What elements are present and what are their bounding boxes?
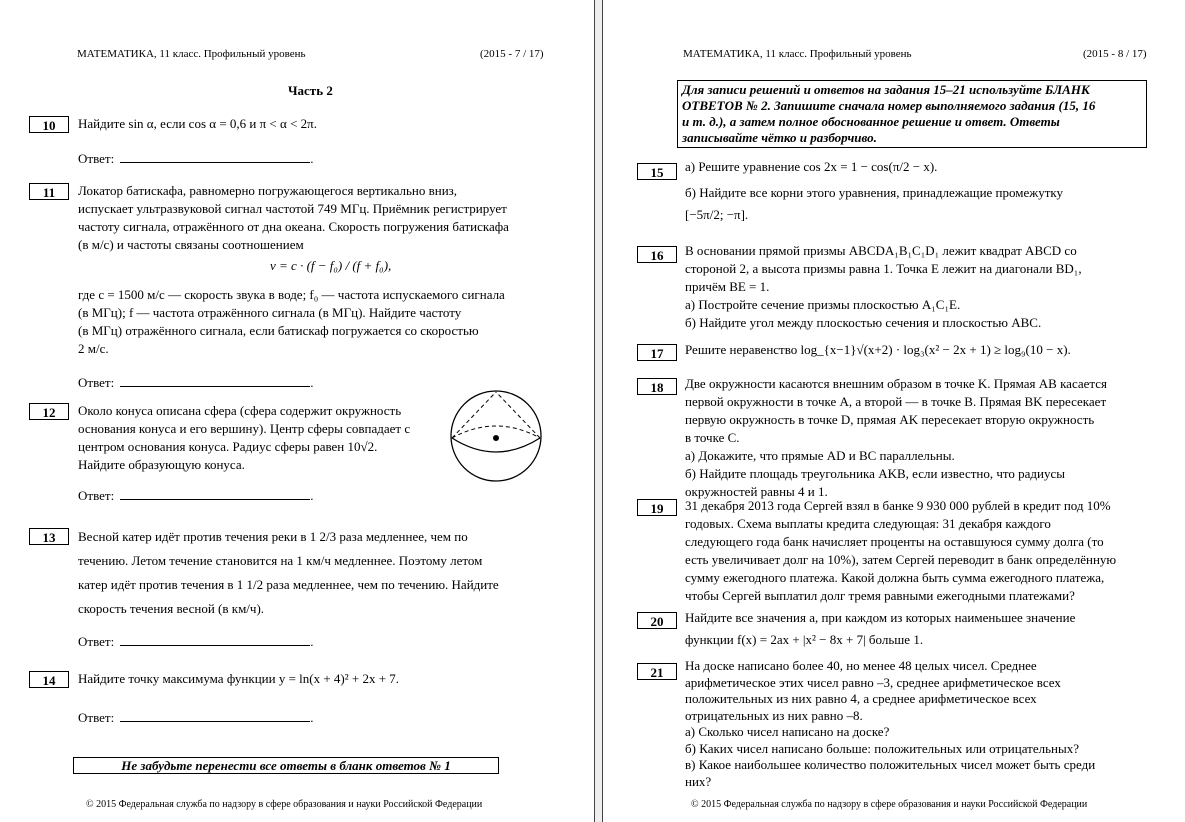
header-page-number: (2015 - 7 / 17)	[480, 48, 544, 60]
header-page-number: (2015 - 8 / 17)	[1083, 48, 1147, 60]
task-number-17: 17	[637, 344, 677, 361]
answer-line-14[interactable]: Ответ: .	[78, 710, 314, 725]
answer-label: Ответ:	[78, 488, 115, 503]
task-number-13: 13	[29, 528, 69, 545]
task-13-text: Весной катер идёт против течения реки в 1 2/3 раза медленнее, чем по течению. Летом течение становится на 1 км/ч медленнее. Поэтому летом катер идёт против течения в 1 1/2 раза медленнее, чем по течению. Найдите скорость течения весной (в км/ч).	[78, 529, 499, 616]
part-title: Часть 2	[288, 83, 333, 98]
task-21-text: На доске написано более 40, но менее 48 целых чисел. Среднее арифметическое этих чисел равно –3, среднее арифметическое всех положительных из них равно 4, а среднее арифметическое всех отрицательных из них равно –8. а) Сколько чисел написано на доске? б) Каких чисел написано больше: положительных или отрицательных? в) Какое наибольшее количество положительных чисел может быть среди них?	[685, 658, 1096, 789]
task-17-text: Решите неравенство log_{x−1}√(x+2) · log₃(x² − 2x + 1) ≥ log₉(10 − x).	[685, 342, 1071, 357]
instruction-box: Для записи решений и ответов на задания 15–21 используйте БЛАНК ОТВЕТОВ № 2. Запишите сначала номер выполняемого задания (15, 16 и т. д.), а затем полное обоснованное решение и ответ. Ответы записывайте чётко и разборчиво.	[677, 80, 1147, 148]
header-left: МАТЕМАТИКА, 11 класс. Профильный уровень	[77, 48, 306, 60]
task-14-text: Найдите точку максимума функции y = ln(x + 4)² + 2x + 7.	[78, 671, 400, 686]
answer-line-11[interactable]: Ответ: .	[78, 375, 314, 390]
task-number-14: 14	[29, 671, 69, 688]
answer-label: Ответ:	[78, 710, 115, 725]
task-19-text: 31 декабря 2013 года Сергей взял в банке 9 930 000 рублей в кредит под 10% годовых. Схема выплаты кредита следующая: 31 декабря каждого следующего года банк начисляет проценты на оставшуюся сумму долга (то есть увеличивает долг на 10%), затем Сергей переводит в банк определённую сумму ежегодного платежа. Какой должна быть сумма ежегодного платежа, чтобы Сергей выплатил долг тремя равными ежегодными платежами?	[685, 498, 1117, 603]
answer-label: Ответ:	[78, 375, 115, 390]
task-11-formula: v = c · (f − f₀) / (f + f₀),	[270, 258, 392, 273]
task-number-18: 18	[637, 378, 677, 395]
task-number-10: 10	[29, 116, 69, 133]
answer-label: Ответ:	[78, 151, 115, 166]
task-number-12: 12	[29, 403, 69, 420]
task-11-text-cont: где c = 1500 м/с — скорость звука в воде; f₀ — частота испускаемого сигнала (в МГц); f — частота отражённого сигнала (в МГц). Найдите частоту (в МГц) отражённого сигнала, если батискаф погружается со скоростью 2 м/с.	[78, 287, 505, 356]
task-16-text: В основании прямой призмы ABCDA₁B₁C₁D₁ лежит квадрат ABCD со стороной 2, а высота призмы равна 1. Точка E лежит на диагонали BD₁, причём BE = 1. а) Постройте сечение призмы плоскостью A₁C₁E. б) Найдите угол между плоскостью сечения и плоскостью ABC.	[685, 243, 1082, 330]
answer-line-10[interactable]: Ответ: .	[78, 151, 314, 166]
task-number-21: 21	[637, 663, 677, 680]
task-number-19: 19	[637, 499, 677, 516]
task-20-text: Найдите все значения a, при каждом из которых наименьшее значение функции f(x) = 2ax + |x² − 8x + 7| больше 1.	[685, 610, 1076, 647]
task-10-text: Найдите sin α, если cos α = 0,6 и π < α < 2π.	[78, 116, 317, 131]
header-left: МАТЕМАТИКА, 11 класс. Профильный уровень	[683, 48, 912, 60]
footer-copyright: © 2015 Федеральная служба по надзору в сфере образования и науки Российской Федерации	[86, 799, 483, 810]
task-number-15: 15	[637, 163, 677, 180]
reminder-box: Не забудьте перенести все ответы в бланк ответов № 1	[73, 757, 499, 774]
task-number-11: 11	[29, 183, 69, 200]
task-11-text: Локатор батискафа, равномерно погружающегося вертикально вниз, испускает ультразвуковой сигнал частотой 749 МГц. Приёмник регистрирует частоту сигнала, отражённого от дна океана. Скорость погружения батискафа (в м/с) и частоты связаны соотношением	[78, 183, 509, 252]
answer-label: Ответ:	[78, 634, 115, 649]
answer-line-12[interactable]: Ответ: .	[78, 488, 314, 503]
sphere-cone-figure	[448, 388, 544, 484]
task-12-text: Около конуса описана сфера (сфера содержит окружность основания конуса и его вершину). Центр сферы совпадает с центром основания конуса. Радиус сферы равен 10√2. Найдите образующую конуса.	[78, 403, 411, 472]
page-divider	[594, 0, 603, 822]
footer-copyright: © 2015 Федеральная служба по надзору в сфере образования и науки Российской Федерации	[691, 799, 1088, 810]
task-number-20: 20	[637, 612, 677, 629]
task-number-16: 16	[637, 246, 677, 263]
task-18-text: Две окружности касаются внешним образом в точке K. Прямая AB касается первой окружности в точке A, а второй — в точке B. Прямая BK пересекает первую окружность в точке D, прямая AK пересекает вторую окружность в точке C. а) Докажите, что прямые AD и BC параллельны. б) Найдите площадь треугольника AKB, если известно, что радиусы окружностей равны 4 и 1.	[685, 376, 1108, 499]
answer-line-13[interactable]: Ответ: .	[78, 634, 314, 649]
task-15-text: а) Решите уравнение cos 2x = 1 − cos(π/2 − x). б) Найдите все корни этого уравнения, принадлежащие промежутку [−5π/2; −π].	[685, 159, 1064, 222]
right-page	[603, 0, 1185, 822]
